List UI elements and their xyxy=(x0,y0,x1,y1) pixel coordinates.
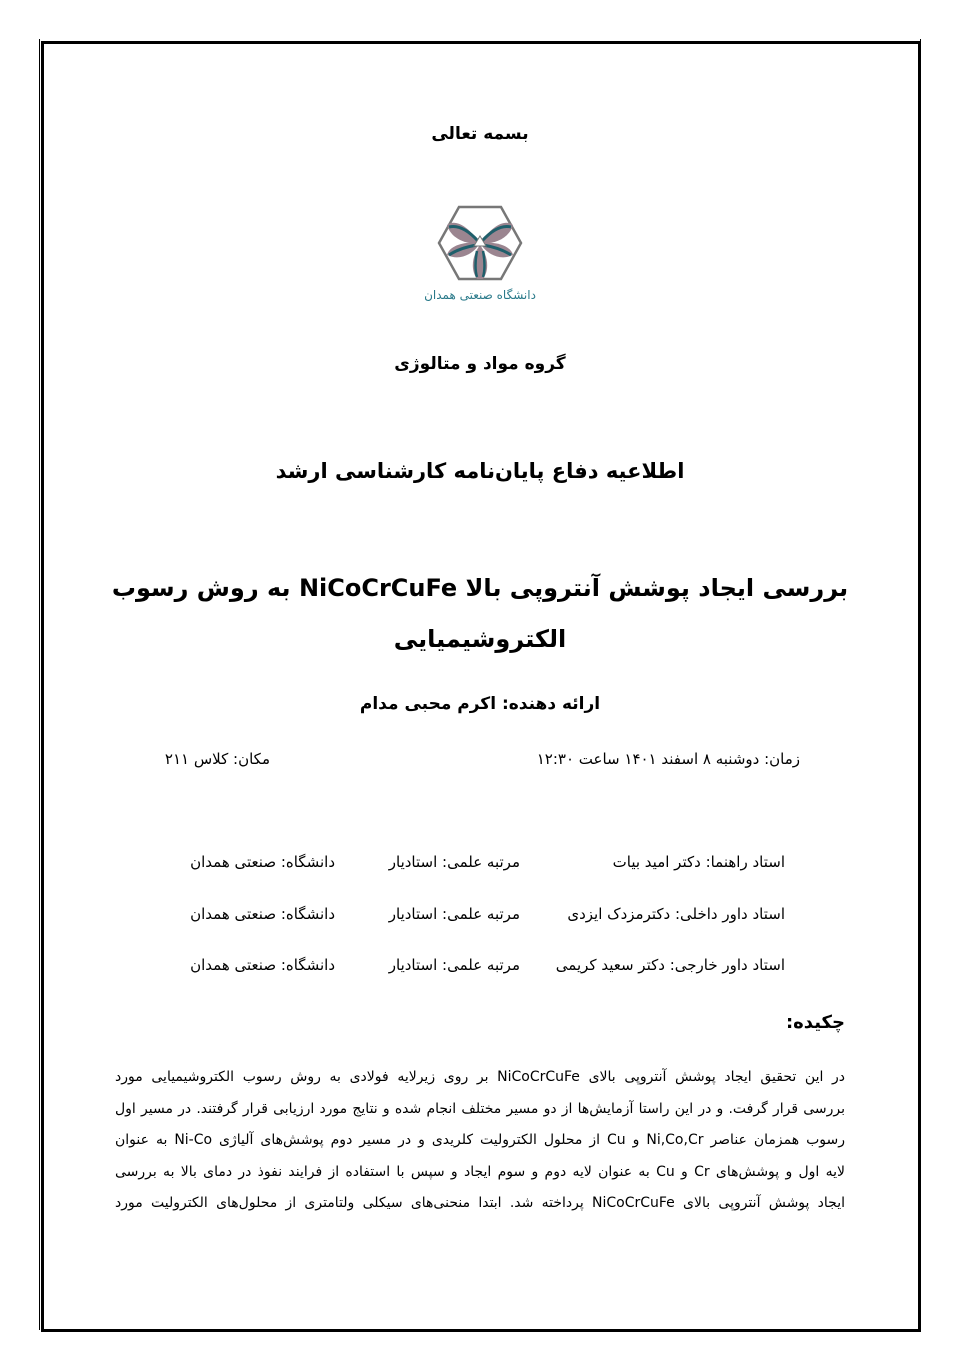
logo-petal-bottom xyxy=(473,245,487,279)
committee-university: دانشگاه: صنعتی همدان xyxy=(190,956,335,974)
abstract-line: رسوب همزمان عناصر Ni,Co,Cr و Cu از محلول الکترولیت کلریدی و در مسیر دوم پوشش‌های آلیاژی Ni-Co به عنوان xyxy=(115,1132,845,1148)
abstract-line: لایه اول و پوشش‌های Cr و Cu به عنوان لایه دوم و سوم ایجاد و سپس با استفاده از فرایند نفوذ در دمای بالا به بررسی xyxy=(115,1163,845,1180)
defense-place: مکان: کلاس ۲۱۱ xyxy=(164,750,270,768)
notice-title: اطلاعیه دفاع پایان‌نامه کارشناسی ارشد xyxy=(275,459,685,483)
abstract-heading: چکیده: xyxy=(785,1012,845,1033)
committee-rank: مرتبه علمی: استادیار xyxy=(388,905,520,923)
thesis-title-line-1: بررسی ایجاد پوشش آنتروپی بالا NiCoCrCuFe به روش رسوب xyxy=(111,574,849,602)
department-name: گروه مواد و متالوژی xyxy=(394,354,566,374)
committee-role: استاد داور داخلی: دکترمزدک ایزدی xyxy=(567,905,785,923)
logo-petal-top-right xyxy=(480,223,513,244)
abstract-line: بررسی قرار گرفت. و در این راستا آزمایش‌ها از دو مسیر مختلف انجام شده و نتایج مورد ارزیابی قرار گرفتند. در مسیر اول xyxy=(115,1100,845,1117)
defense-time: زمان: دوشنبه ۸ اسفند ۱۴۰۱ ساعت ۱۲:۳۰ xyxy=(536,750,800,768)
abstract-line: در این تحقیق ایجاد پوشش آنتروپی بالای NiCoCrCuFe بر روی زیرلایه فولادی به روش رسوب الکتروشیمیایی مورد xyxy=(115,1069,845,1085)
committee-university: دانشگاه: صنعتی همدان xyxy=(190,905,335,923)
university-name: دانشگاه صنعتی همدان xyxy=(424,288,536,302)
committee-role: استاد داور خارجی: دکتر سعید کریمی xyxy=(555,956,785,974)
thesis-title-line-2: الکتروشیمیایی xyxy=(393,625,567,653)
invocation: بسمه تعالی xyxy=(431,124,529,144)
presenter: ارائه دهنده: اکرم محبی مدام xyxy=(359,694,601,714)
committee-role: استاد راهنما: دکتر امید بیات xyxy=(612,853,785,871)
committee-rank: مرتبه علمی: استادیار xyxy=(388,956,520,974)
committee-rank: مرتبه علمی: استادیار xyxy=(388,853,520,871)
university-logo-icon xyxy=(437,203,523,283)
abstract-line: ایجاد پوشش آنتروپی بالای NiCoCrCuFe پرداخته شد. ابتدا منحنی‌های سیکلی ولتامتری از محلول‌های الکترولیت مورد xyxy=(115,1195,846,1211)
committee-university: دانشگاه: صنعتی همدان xyxy=(190,853,335,871)
logo-petal-top-left xyxy=(447,223,480,244)
abstract-body xyxy=(115,1062,845,1220)
